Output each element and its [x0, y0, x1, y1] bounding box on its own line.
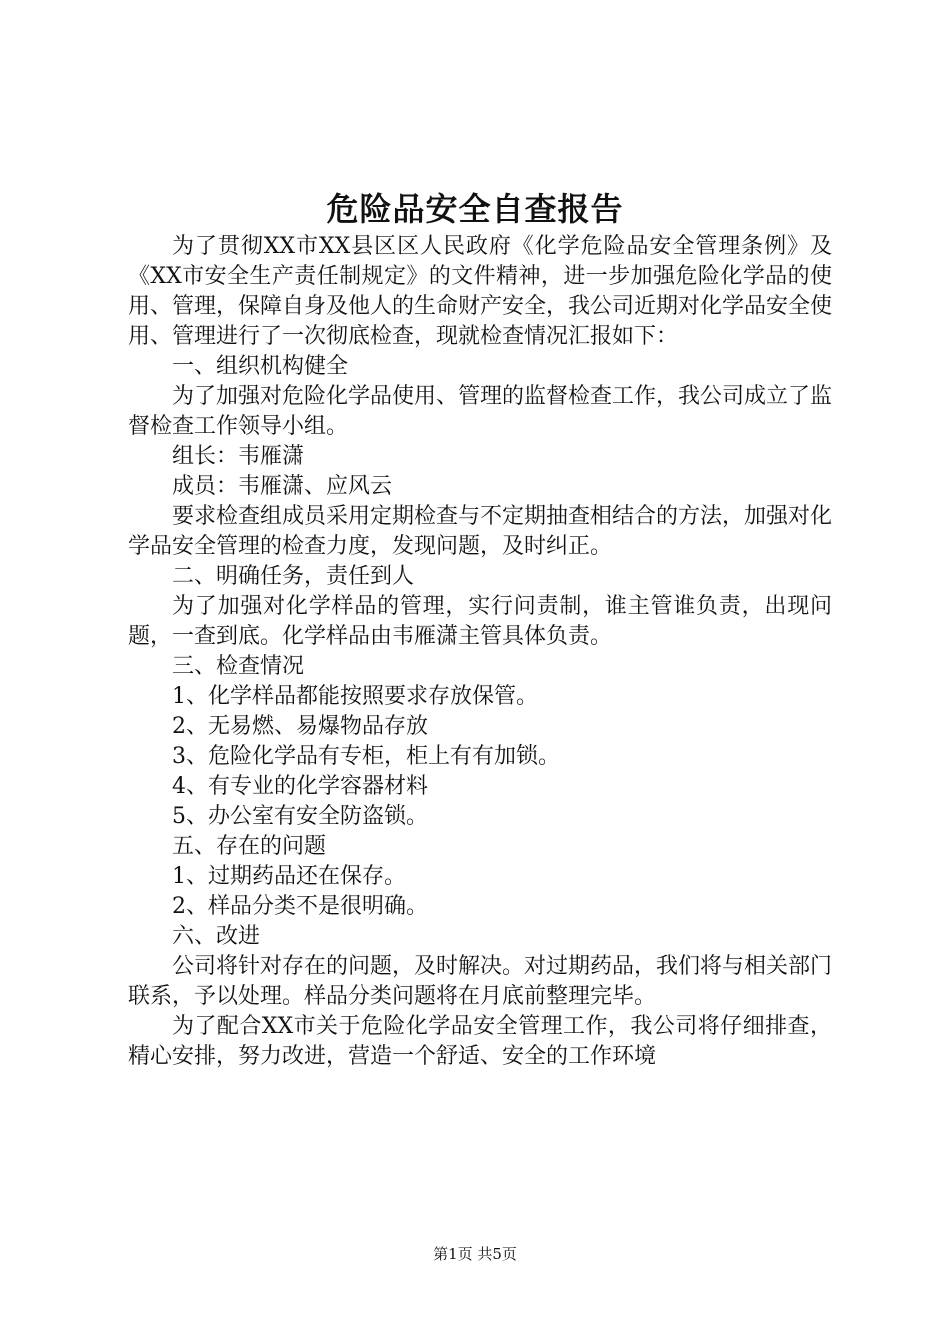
section-heading-responsibility: 二、明确任务，责任到人 — [172, 564, 415, 589]
closing-paragraph: 为了配合XX市关于危险化学品安全管理工作，我公司将仔细排查，精心安排，努力改进，营造一个舒适、安全的工作环境 — [128, 1014, 832, 1069]
improvement-paragraph: 公司将针对存在的问题，及时解决。对过期药品，我们将与相关部门联系，予以处理。样品分类问题将在月底前整理完毕。 — [128, 954, 833, 1009]
problem-item-1: 1、过期药品还在保存。 — [172, 864, 406, 889]
intro-paragraph: 为了贯彻XX市XX县区区人民政府《化学危险品安全管理条例》及《XX市安全生产责任制规定》的文件精神，进一步加强危险化学品的使用、管理，保障自身及他人的生命财产安全，我公司近期对化学品安全使用、管理进行了一次彻底检查，现就检查情况汇报如下： — [128, 234, 833, 349]
inspection-method-paragraph: 要求检查组成员采用定期检查与不定期抽查相结合的方法，加强对化学品安全管理的检查力度，发现问题，及时纠正。 — [128, 504, 833, 559]
document-body — [128, 232, 832, 1072]
inspection-item-1: 1、化学样品都能按照要求存放保管。 — [172, 684, 538, 709]
organization-paragraph: 为了加强对危险化学品使用、管理的监督检查工作，我公司成立了监督检查工作领导小组。 — [128, 384, 833, 439]
inspection-item-5: 5、办公室有安全防盗锁。 — [172, 804, 428, 829]
group-leader-line: 组长：韦雁潇 — [172, 444, 305, 469]
page-number-footer: 第1页 共5页 — [433, 1245, 517, 1263]
section-heading-inspection: 三、检查情况 — [172, 654, 305, 679]
document-title: 危险品安全自查报告 — [326, 190, 624, 228]
section-heading-problems: 五、存在的问题 — [172, 834, 327, 859]
responsibility-paragraph: 为了加强对化学样品的管理，实行问责制，谁主管谁负责，出现问题，一查到底。化学样品由韦雁潇主管具体负责。 — [128, 594, 832, 649]
group-members-line: 成员：韦雁潇、应风云 — [172, 474, 393, 499]
inspection-item-3: 3、危险化学品有专柜，柜上有有加锁。 — [172, 744, 560, 769]
problem-item-2: 2、样品分类不是很明确。 — [172, 894, 428, 919]
inspection-item-2: 2、无易燃、易爆物品存放 — [172, 714, 428, 739]
section-heading-improvement: 六、改进 — [172, 924, 261, 949]
inspection-item-4: 4、有专业的化学容器材料 — [172, 774, 428, 799]
section-heading-organization: 一、组织机构健全 — [172, 354, 349, 379]
